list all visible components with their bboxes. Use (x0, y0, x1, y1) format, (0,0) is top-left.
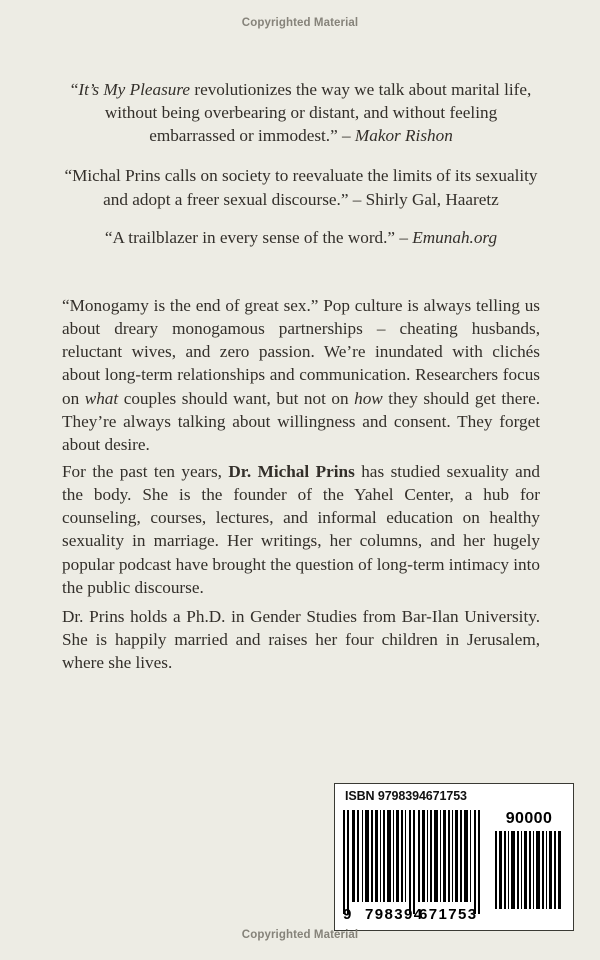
ean13-digits (343, 906, 485, 926)
blurb-quote-3 (62, 226, 540, 249)
ean13-lead-digit: 9 (343, 906, 352, 923)
author-name: Dr. Michal Prins (228, 462, 355, 481)
author-bio-paragraph (62, 460, 540, 599)
blurb-3-text: “A trailblazer in every sense of the word.” – (104, 227, 413, 247)
blurb-1-book-title: It’s My Pleasure (78, 80, 191, 99)
bio-part-1: For the past ten years, (62, 462, 229, 481)
blurb-quote-2: “Michal Prins calls on society to reevaluate the limits of its sexuality and adopt a freer sexual discourse.” – Shirly Gal, Haaretz (64, 166, 538, 209)
intro-emphasis-how: how (354, 388, 383, 408)
barcode-panel (334, 783, 574, 931)
barcode-addon-bars (495, 831, 563, 909)
blurb-1-source: Makor Rishon (354, 126, 453, 146)
blurb-1-open-quote: “ (70, 80, 79, 99)
author-bio-block (62, 460, 540, 599)
intro-paragraph (62, 294, 540, 456)
intro-part-2: couples should want, but not on (118, 388, 355, 408)
intro-paragraph-block (62, 294, 540, 456)
author-credentials-block (62, 605, 540, 674)
blurb-section (62, 78, 540, 249)
ean13-bars (343, 810, 485, 902)
copyright-watermark-top: Copyrighted Material (241, 17, 359, 29)
ean13-right-group: 671753 (419, 906, 478, 923)
intro-emphasis-what: what (84, 388, 119, 408)
blurb-1-text: revolutionizes the way we talk about marital life, without being overbearing or distant, and without feeling embarrassed or immodest.” – (104, 80, 532, 146)
author-credentials-paragraph: Dr. Prins holds a Ph.D. in Gender Studies from Bar-Ilan University. She is happily married and raises her four children in Jerusalem, where she lives. (62, 607, 540, 673)
intro-part-1: “Monogamy is the end of great sex.” Pop culture is always telling us about dreary monogamous partnerships – cheating husbands, reluctant wives, and zero passion. We’re inundated with clichés about long-term relationships and communication. Researchers focus on (62, 296, 540, 408)
blurb-3-source: Emunah.org (412, 227, 498, 247)
intro-part-3: they should get there. They’re always talking about willingness and consent. They forget about desire. (62, 388, 540, 454)
copyright-watermark-bottom: Copyrighted Material (241, 929, 359, 941)
ean13-left-group: 798394 (365, 906, 424, 923)
isbn-label: ISBN 9798394671753 (345, 789, 467, 803)
blurb-quote-1 (62, 78, 540, 147)
barcode-addon-digits: 90000 (505, 810, 553, 827)
ean13-barcode (343, 810, 485, 928)
barcode-addon (493, 810, 565, 906)
bio-part-2: has studied sexuality and the body. She is the founder of the Yahel Center, a hub for counseling, courses, lectures, and informal education on healthy sexuality in marriage. Her writings, her columns, and her hugely popular podcast have brought the question of long-term intimacy into the public discourse. (62, 462, 541, 597)
